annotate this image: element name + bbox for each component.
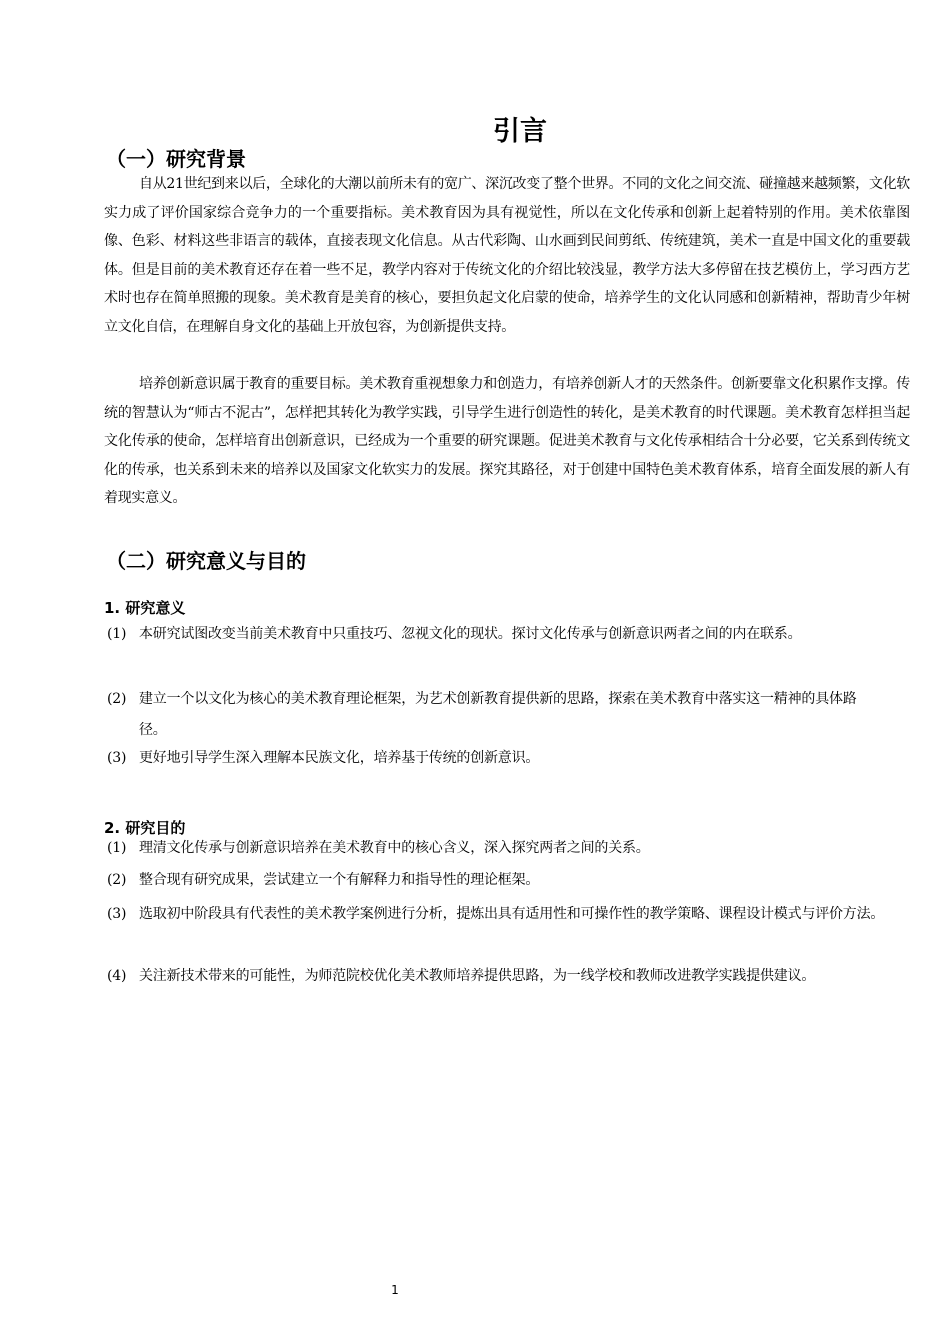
list-text: 关注新技术带来的可能性，为师范院校优化美术教师培养提供思路，为一线学校和教师改进教学实践提供建议。 xyxy=(139,968,816,984)
subheading-research-purpose: 2. 研究目的 xyxy=(104,819,186,837)
list-number: (2) xyxy=(107,691,127,707)
list-text: 选取初中阶段具有代表性的美术教学案例进行分析，提炼出具有适用性和可操作性的教学策略、课程设计模式与评价方法。 xyxy=(139,906,885,922)
section-heading-background: （一）研究背景 xyxy=(106,147,246,171)
purpose-item xyxy=(107,961,897,992)
page-number: 1 xyxy=(391,1283,399,1297)
background-paragraph-1: 自从21世纪到来以后，全球化的大潮以前所未有的宽广、深沉改变了整个世界。不同的文化之间交流、碰撞越来越频繁，文化软实力成了评价国家综合竞争力的一个重要指标。美术教育因为具有视觉性，所以在文化传承和创新上起着特别的作用。美术依靠图像、色彩、材料这些非语言的载体，直接表现文化信息。从古代彩陶、山水画到民间剪纸、传统建筑，美术一直是中国文化的重要载体。但是目前的美术教育还存在着一些不足，教学内容对于传统文化的介绍比较浅显，教学方法大多停留在技艺模仿上，学习西方艺术时也存在简单照搬的现象。美术教育是美育的核心，要担负起文化启蒙的使命，培养学生的文化认同感和创新精神，帮助青少年树立文化自信，在理解自身文化的基础上开放包容，为创新提供支持。 xyxy=(104,176,910,335)
list-number: (3) xyxy=(107,906,127,922)
list-text: 本研究试图改变当前美术教育中只重技巧、忽视文化的现状。探讨文化传承与创新意识两者之间的内在联系。 xyxy=(139,626,802,642)
list-number: (4) xyxy=(107,968,127,984)
purpose-item xyxy=(107,865,897,896)
purpose-item xyxy=(107,899,897,930)
list-number: (1) xyxy=(107,626,127,642)
section-heading-significance-purpose: （二）研究意义与目的 xyxy=(106,549,306,573)
significance-item xyxy=(107,684,897,746)
subheading-research-significance: 1. 研究意义 xyxy=(104,599,186,617)
list-number: (2) xyxy=(107,872,127,888)
list-text: 更好地引导学生深入理解本民族文化，培养基于传统的创新意识。 xyxy=(139,750,540,766)
list-text: 建立一个以文化为核心的美术教育理论框架，为艺术创新教育提供新的思路，探索在美术教育中落实这一精神的具体路径。 xyxy=(139,691,857,738)
list-number: (3) xyxy=(107,750,127,766)
significance-item xyxy=(107,619,897,650)
background-paragraph-2: 培养创新意识属于教育的重要目标。美术教育重视想象力和创造力，有培养创新人才的天然条件。创新要靠文化积累作支撑。传统的智慧认为“师古不泥古”，怎样把其转化为教学实践，引导学生进行创造性的转化，是美术教育的时代课题。美术教育怎样担当起文化传承的使命，怎样培育出创新意识，已经成为一个重要的研究课题。促进美术教育与文化传承相结合十分必要，它关系到传统文化的传承，也关系到未来的培养以及国家文化软实力的发展。探究其路径，对于创建中国特色美术教育体系，培育全面发展的新人有着现实意义。 xyxy=(104,376,910,507)
page-title: 引言 xyxy=(493,116,547,147)
list-number: (1) xyxy=(107,840,127,856)
list-text: 整合现有研究成果，尝试建立一个有解释力和指导性的理论框架。 xyxy=(139,872,540,888)
significance-item xyxy=(107,743,897,774)
purpose-item xyxy=(107,833,897,864)
list-text: 理清文化传承与创新意识培养在美术教育中的核心含义，深入探究两者之间的关系。 xyxy=(139,840,650,856)
